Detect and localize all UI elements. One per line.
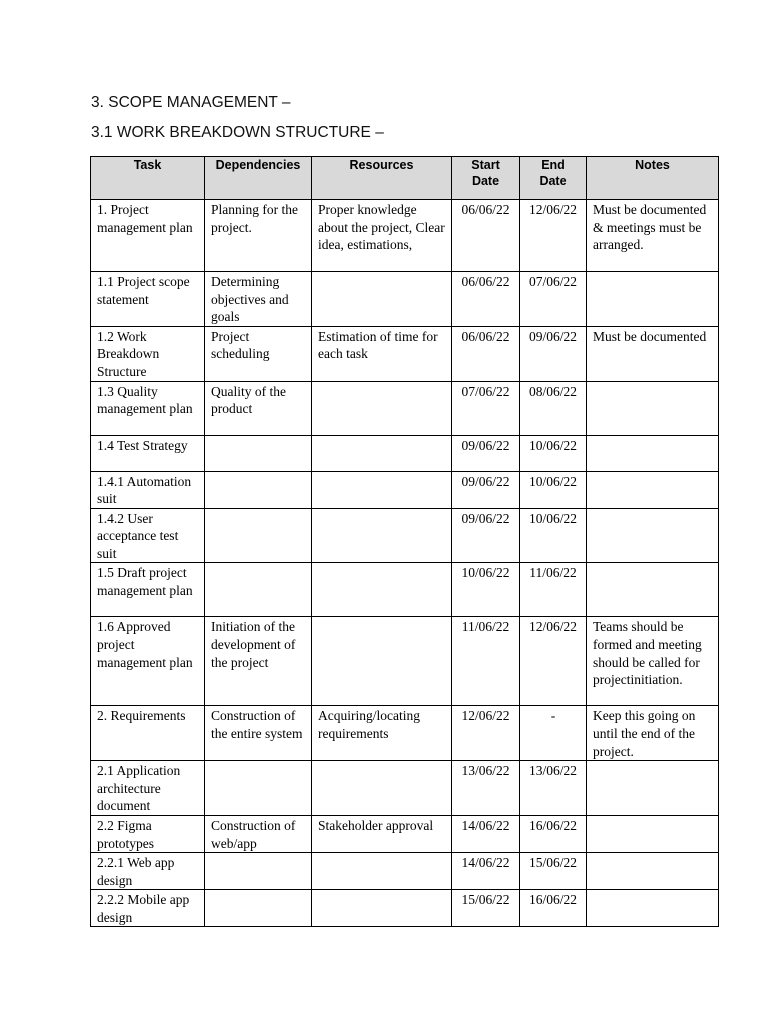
cell-end-date: -: [520, 706, 587, 761]
cell-dependencies: [205, 889, 312, 926]
cell-notes: [587, 852, 719, 889]
section-heading-scope-management: 3. SCOPE MANAGEMENT –: [91, 94, 291, 111]
table-row: [91, 563, 719, 617]
cell-start-date: 09/06/22: [452, 435, 520, 471]
cell-notes: [587, 381, 719, 435]
table-row: [91, 706, 719, 761]
cell-resources: [312, 761, 452, 816]
cell-start-date: 07/06/22: [452, 381, 520, 435]
cell-notes: [587, 815, 719, 852]
cell-notes: Teams should be formed and meeting should be called for projectinitiation.: [587, 617, 719, 706]
cell-dependencies: Determining objectives and goals: [205, 272, 312, 327]
cell-dependencies: Construction of the entire system: [205, 706, 312, 761]
cell-resources: Proper knowledge about the project, Clear idea, estimations,: [312, 200, 452, 272]
table-row: [91, 381, 719, 435]
cell-start-date: 12/06/22: [452, 706, 520, 761]
table-row: [91, 761, 719, 816]
cell-task: 2.2.2 Mobile app design: [91, 889, 205, 926]
cell-task: 2. Requirements: [91, 706, 205, 761]
cell-start-date: 11/06/22: [452, 617, 520, 706]
cell-task: 1.4.1 Automation suit: [91, 471, 205, 508]
cell-resources: Estimation of time for each task: [312, 326, 452, 381]
header-end-date: End Date: [520, 157, 587, 200]
cell-dependencies: [205, 435, 312, 471]
cell-dependencies: [205, 471, 312, 508]
cell-dependencies: [205, 508, 312, 563]
header-notes: Notes: [587, 157, 719, 200]
cell-task: 1. Project management plan: [91, 200, 205, 272]
cell-notes: Must be documented: [587, 326, 719, 381]
cell-resources: [312, 617, 452, 706]
table-row: [91, 326, 719, 381]
cell-end-date: 15/06/22: [520, 852, 587, 889]
cell-resources: [312, 889, 452, 926]
table-row: [91, 200, 719, 272]
cell-dependencies: Project scheduling: [205, 326, 312, 381]
cell-dependencies: Construction of web/app: [205, 815, 312, 852]
cell-end-date: 10/06/22: [520, 435, 587, 471]
table-header-row: [91, 157, 719, 200]
cell-end-date: 13/06/22: [520, 761, 587, 816]
cell-task: 2.2 Figma prototypes: [91, 815, 205, 852]
cell-start-date: 06/06/22: [452, 326, 520, 381]
cell-task: 2.2.1 Web app design: [91, 852, 205, 889]
cell-end-date: 10/06/22: [520, 471, 587, 508]
cell-resources: Stakeholder approval: [312, 815, 452, 852]
header-resources: Resources: [312, 157, 452, 200]
cell-dependencies: [205, 563, 312, 617]
cell-end-date: 16/06/22: [520, 815, 587, 852]
cell-start-date: 15/06/22: [452, 889, 520, 926]
cell-resources: [312, 435, 452, 471]
cell-dependencies: [205, 761, 312, 816]
table-row: [91, 617, 719, 706]
cell-end-date: 11/06/22: [520, 563, 587, 617]
cell-resources: [312, 381, 452, 435]
cell-task: 1.4 Test Strategy: [91, 435, 205, 471]
cell-end-date: 10/06/22: [520, 508, 587, 563]
cell-resources: [312, 852, 452, 889]
section-heading-work-breakdown-structure: 3.1 WORK BREAKDOWN STRUCTURE –: [91, 124, 384, 141]
table-row: [91, 852, 719, 889]
cell-notes: [587, 761, 719, 816]
cell-start-date: 06/06/22: [452, 200, 520, 272]
header-start-date: Start Date: [452, 157, 520, 200]
cell-end-date: 12/06/22: [520, 617, 587, 706]
cell-end-date: 16/06/22: [520, 889, 587, 926]
cell-dependencies: Initiation of the development of the project: [205, 617, 312, 706]
table-row: [91, 272, 719, 327]
work-breakdown-table: [90, 156, 719, 927]
cell-task: 1.2 Work Breakdown Structure: [91, 326, 205, 381]
cell-start-date: 14/06/22: [452, 815, 520, 852]
cell-resources: [312, 508, 452, 563]
cell-dependencies: Planning for the project.: [205, 200, 312, 272]
table-row: [91, 889, 719, 926]
cell-notes: Keep this going on until the end of the project.: [587, 706, 719, 761]
cell-resources: Acquiring/locating requirements: [312, 706, 452, 761]
cell-task: 1.3 Quality management plan: [91, 381, 205, 435]
cell-start-date: 14/06/22: [452, 852, 520, 889]
table-row: [91, 508, 719, 563]
cell-task: 1.1 Project scope statement: [91, 272, 205, 327]
cell-dependencies: [205, 852, 312, 889]
cell-notes: [587, 272, 719, 327]
cell-task: 1.5 Draft project management plan: [91, 563, 205, 617]
cell-resources: [312, 563, 452, 617]
cell-resources: [312, 471, 452, 508]
cell-notes: [587, 563, 719, 617]
cell-end-date: 07/06/22: [520, 272, 587, 327]
cell-end-date: 08/06/22: [520, 381, 587, 435]
cell-dependencies: Quality of the product: [205, 381, 312, 435]
cell-start-date: 13/06/22: [452, 761, 520, 816]
table-row: [91, 471, 719, 508]
cell-notes: Must be documented & meetings must be arranged.: [587, 200, 719, 272]
header-task: Task: [91, 157, 205, 200]
table-row: [91, 435, 719, 471]
cell-notes: [587, 889, 719, 926]
cell-task: 1.4.2 User acceptance test suit: [91, 508, 205, 563]
cell-start-date: 10/06/22: [452, 563, 520, 617]
table-row: [91, 815, 719, 852]
cell-notes: [587, 435, 719, 471]
cell-start-date: 09/06/22: [452, 508, 520, 563]
cell-notes: [587, 508, 719, 563]
cell-end-date: 09/06/22: [520, 326, 587, 381]
cell-task: 1.6 Approved project management plan: [91, 617, 205, 706]
cell-start-date: 09/06/22: [452, 471, 520, 508]
header-dependencies: Dependencies: [205, 157, 312, 200]
cell-resources: [312, 272, 452, 327]
cell-notes: [587, 471, 719, 508]
cell-start-date: 06/06/22: [452, 272, 520, 327]
cell-end-date: 12/06/22: [520, 200, 587, 272]
cell-task: 2.1 Application architecture document: [91, 761, 205, 816]
